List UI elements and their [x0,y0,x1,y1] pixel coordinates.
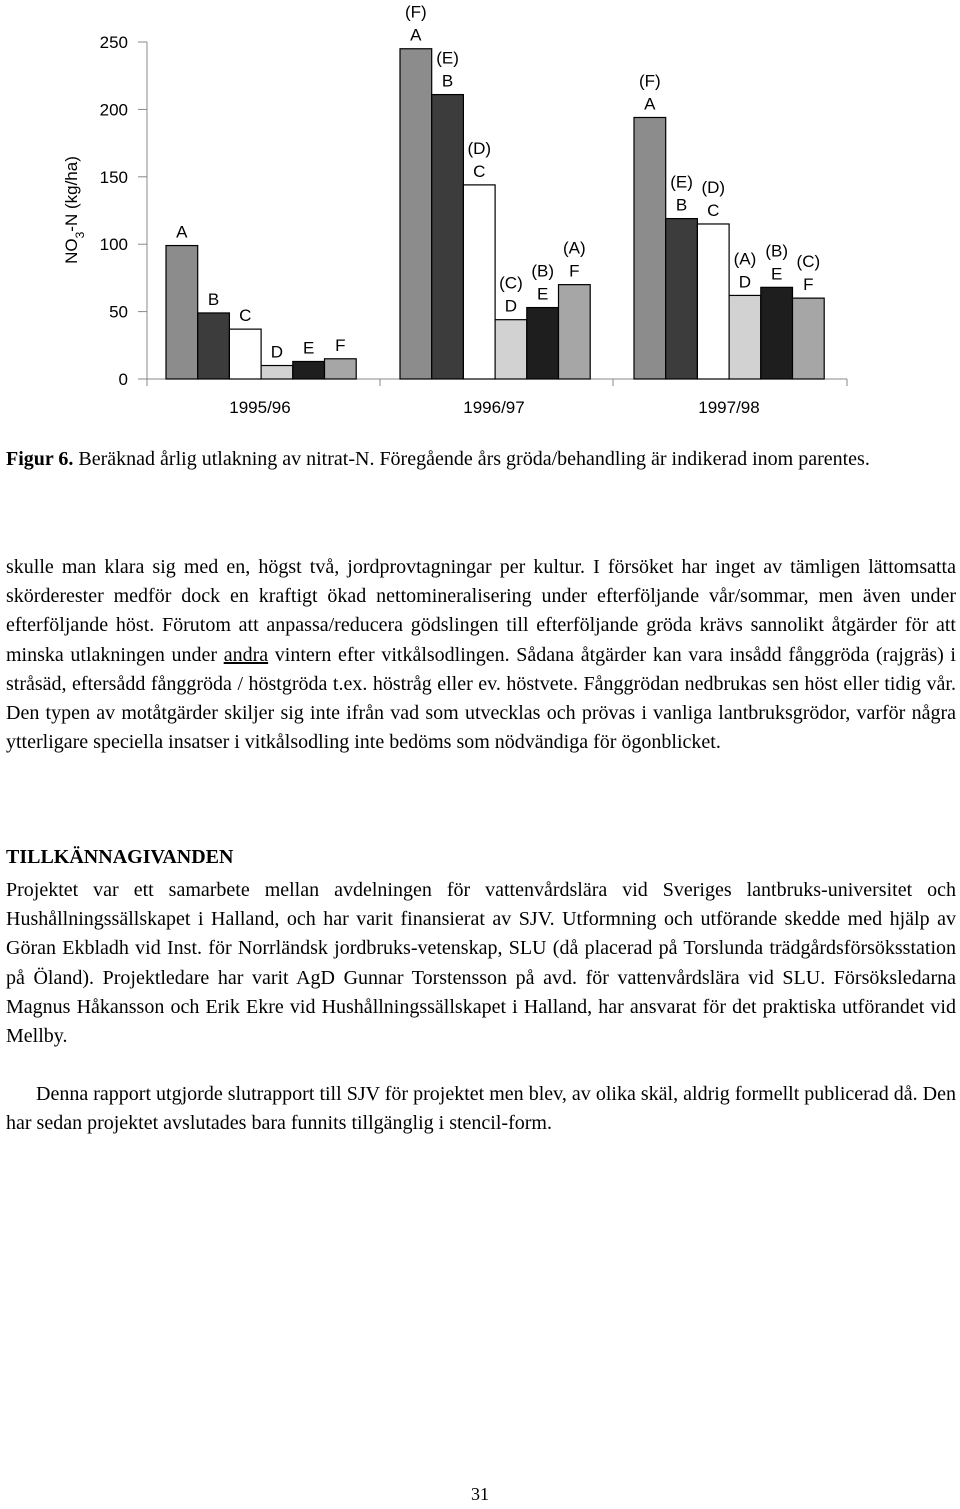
figure-caption-text: Beräknad årlig utlakning av nitrat-N. Föregående års gröda/behandling är indikerad inom parentes. [73,448,870,470]
bar-letter-label: B [441,71,454,91]
bar-previous-crop-label: (E) [436,48,459,68]
bar-c-1 [463,185,495,379]
bar-previous-crop-label: (B) [765,241,788,261]
y-tick-label: 100 [99,235,128,255]
paragraph-1-text-a: skulle man klara sig med en, högst två, jordprovtagningar per kultur. I försöket har inget av tämligen lättomsatta skörderester medför dock en kraftigt ökad nettomineralisering under efterföljande vår/sommar, men även under efterföljande höst. Förutom att anpassa/reducera gödslingen till efterföljande gröda krävs sannolikt åtgärder för att minska utlakningen under [6,556,956,666]
y-tick-label: 50 [109,302,128,322]
bar-a-0 [166,246,198,379]
bar-letter-label: F [569,261,580,281]
bar-letter-label: F [335,335,346,355]
bar-b-0 [198,313,230,379]
bar-f-2 [793,298,825,379]
bar-c-0 [229,329,261,379]
chart-bars [166,49,824,379]
bar-previous-crop-label: (F) [404,2,427,22]
bar-letter-label: E [536,284,549,304]
y-tick-label: 200 [99,100,128,120]
bar-d-1 [495,320,527,379]
bar-previous-crop-label: (C) [499,273,523,293]
bar-previous-crop-label: (D) [467,138,492,158]
bar-letter-label: D [270,342,284,362]
bar-previous-crop-label: (B) [531,261,554,281]
bar-letter-label: A [176,222,188,242]
page-number: 31 [471,1484,489,1504]
bar-c-2 [697,224,729,379]
bar-letter-label: B [675,195,688,215]
bar-letter-label: B [207,289,220,309]
bar-e-0 [293,361,325,379]
body-paragraph-1 [6,553,956,757]
bar-letter-label: A [410,25,422,45]
y-tick-label: 0 [118,370,128,389]
bar-e-1 [527,308,559,379]
bar-f-1 [559,285,591,379]
bar-e-2 [761,287,793,379]
figure-caption [6,445,956,474]
paragraph-1-underlined-word: andra [223,643,269,666]
bar-previous-crop-label: (E) [670,172,693,192]
x-category-label: 1997/98 [698,398,760,417]
y-tick-label: 150 [99,167,128,187]
figure-caption-label: Figur 6. [6,448,74,470]
paragraph-1-text-b: vintern efter vitkålsodlingen. Sådana åtgärder kan vara insådd fånggröda (rajgräs) i stråsäd, eftersådd fånggröda / höstgröda t.ex. höstråg eller ev. höstvete. Fånggrödan nedbrukas sen höst eller tidig vår. Den typen av motåtgärder skiljer sig inte ifrån vad som utvecklas och prövas i vanliga lantbruksgrödor, varför några ytterligare speciella insatser i vitkålsodling inte bedöms som nödvändiga för ögonblicket. [6,643,956,754]
x-category-label: 1995/96 [229,398,291,417]
bar-previous-crop-label: (C) [796,252,821,272]
bar-previous-crop-label: (A) [733,249,757,269]
bar-f-0 [325,359,357,379]
bar-letter-label: A [644,94,656,114]
bar-previous-crop-label: (A) [563,238,586,258]
bar-d-2 [729,295,761,379]
bar-a-1 [400,49,432,379]
bar-letter-label: E [770,264,783,284]
y-tick-label: 250 [99,33,128,52]
bar-previous-crop-label: (F) [638,71,661,91]
bar-letter-label: C [473,161,486,181]
y-axis-label: $NO_3-N$ (kg/ha) [62,156,87,264]
acknowledgement-paragraph: Projektet var ett samarbete mellan avdelningen för vattenvårdslära vid Sveriges lantbruks-universitet och Hushållningssällskapet i Halland, och har varit finansierat av SJV. Utformning och utförande skedde med hjälp av Göran Ekbladh vid Inst. för Norrländsk jordbruks-vetenskap, SLU (då placerad på Torslunda trädgårdsförsöksstation på Öland). Projektledare har varit AgD Gunnar Torstensson på avd. för vattenvårdslära vid SLU. Försöksledarna Magnus Håkansson och Erik Ekre vid Hushållningssällskapet i Halland, har ansvarat för det praktiska utförandet vid Mellby. [6,879,956,1048]
bar-previous-crop-label: (D) [701,177,726,197]
bar-letter-label: E [302,338,315,358]
bar-d-0 [261,366,293,379]
bar-letter-label: C [707,200,720,220]
bar-letter-label: F [803,275,814,295]
bar-b-2 [666,219,698,379]
bar-letter-label: D [738,272,752,292]
nitrate-leaching-bar-chart [0,0,960,425]
bar-b-1 [432,95,464,379]
section-heading: TILLKÄNNAGIVANDEN [6,846,234,868]
x-category-label: 1996/97 [463,398,525,417]
bar-a-2 [634,117,666,379]
bar-letter-label: D [504,296,518,316]
bar-letter-label: C [239,306,252,326]
report-note-paragraph: Denna rapport utgjorde slutrapport till SJV för projektet men blev, av olika skäl, aldrig formellt publicerad då. Den har sedan projektet avslutades bara funnits tillgänglig i stencil-form. [6,1083,956,1135]
